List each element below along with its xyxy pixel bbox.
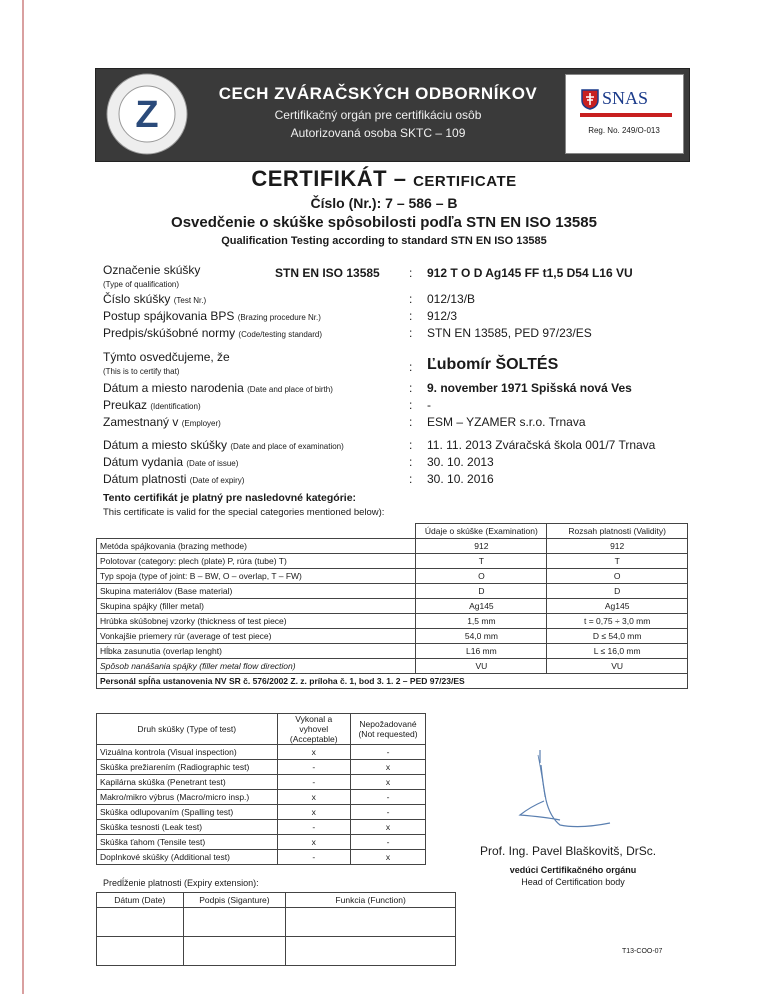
handwritten-signature [500, 745, 640, 835]
test-type: Kapilárna skúška (Penetrant test) [97, 775, 278, 790]
registration-number: Reg. No. 249/O-013 [588, 126, 660, 135]
test-not-requested: - [351, 745, 426, 760]
procedure-value: 912/3 [427, 309, 458, 323]
table-row [97, 644, 688, 659]
codes-sub: (Code/testing standard) [238, 330, 323, 339]
row-label: Polotovar (category: plech (plate) P, rúra (tube) T) [97, 554, 416, 569]
colon: : [409, 266, 413, 280]
empty-cell [286, 937, 456, 966]
exam-sub: (Date and place of examination) [230, 442, 344, 451]
validity-en: This certificate is valid for the special categories mentioned below): [103, 507, 385, 518]
designation-sub: (Type of qualification) [103, 280, 180, 289]
row-valid: D [547, 584, 688, 599]
test-not-requested: x [351, 820, 426, 835]
employer-value: ESM – YZAMER s.r.o. Trnava [427, 415, 586, 429]
codes-value: STN EN 13585, PED 97/23/ES [427, 326, 592, 340]
row-valid: VU [547, 659, 688, 674]
table-row [97, 760, 426, 775]
test-type: Makro/mikro výbrus (Macro/micro insp.) [97, 790, 278, 805]
signatory-role-sk: vedúci Certifikačného orgánu [509, 865, 637, 875]
row-label: Hĺbka zasunutia (overlap lenght) [97, 644, 416, 659]
row-label: Spôsob nanášania spájky (filler metal flow direction) [97, 659, 416, 674]
col-valid-header: Rozsah platnosti (Validity) [547, 524, 688, 539]
table-row [97, 820, 426, 835]
empty-cell [97, 908, 184, 937]
colon: : [409, 455, 413, 469]
tests-table [96, 713, 426, 865]
birth-sub: (Date and place of birth) [247, 385, 333, 394]
table-row [97, 629, 688, 644]
title-main: CERTIFIKÁT [251, 166, 388, 191]
colon: : [409, 292, 413, 306]
title-english: Qualification Testing according to standard STN EN ISO 13585 [221, 235, 547, 247]
codes-field [103, 326, 322, 340]
expiry-extension-label: Predĺženie platnosti (Expiry extension): [103, 878, 259, 888]
issue-field [103, 455, 238, 469]
exam-value: 11. 11. 2013 Zváračská škola 001/7 Trnava [427, 438, 656, 452]
expiry-label: Dátum platnosti [103, 472, 187, 486]
issue-sub: (Date of issue) [186, 459, 239, 468]
test-not-requested: x [351, 850, 426, 865]
test-type: Skúška tesnosti (Leak test) [97, 820, 278, 835]
colon: : [409, 472, 413, 486]
exam-label: Dátum a miesto skúšky [103, 438, 228, 452]
row-exam: 1,5 mm [416, 614, 547, 629]
test-not-requested: - [351, 790, 426, 805]
birth-label: Dátum a miesto narodenia [103, 381, 244, 395]
title-dash: – [393, 166, 407, 191]
certificate-number: Číslo (Nr.): 7 – 586 – B [310, 195, 458, 211]
row-valid: 912 [547, 539, 688, 554]
id-sub: (Identification) [150, 402, 201, 411]
test-nr-value: 012/13/B [427, 292, 476, 306]
row-exam: T [416, 554, 547, 569]
empty-header-cell [97, 524, 416, 539]
logo-letter: Z [135, 94, 159, 136]
table-header-row [97, 714, 426, 745]
colon: : [409, 415, 413, 429]
certify-sub: (This is to certify that) [103, 367, 180, 376]
test-acceptable: x [277, 790, 351, 805]
test-nr-field [103, 292, 206, 306]
col-type-header: Druh skúšky (Type of test) [97, 714, 278, 745]
row-exam: D [416, 584, 547, 599]
row-valid: O [547, 569, 688, 584]
row-exam: L16 mm [416, 644, 547, 659]
margin-line [22, 0, 24, 994]
test-not-requested: - [351, 835, 426, 850]
row-valid: D ≤ 54,0 mm [547, 629, 688, 644]
table-row [97, 790, 426, 805]
colon: : [409, 398, 413, 412]
signatory-name: Prof. Ing. Pavel Blaškovitš, DrSc. [480, 844, 657, 858]
table-row [97, 539, 688, 554]
organization-name: CECH ZVÁRAČSKÝCH ODBORNÍKOV [218, 84, 538, 103]
categories-table [96, 523, 688, 689]
test-acceptable: x [277, 745, 351, 760]
id-label: Preukaz [103, 398, 148, 412]
row-label: Vonkajšie priemery rúr (average of test piece) [97, 629, 416, 644]
table-row [97, 554, 688, 569]
test-type: Skúška prežiarením (Radiographic test) [97, 760, 278, 775]
table-row [97, 659, 688, 674]
birth-field [103, 381, 333, 395]
test-not-requested: x [351, 775, 426, 790]
table-row [97, 599, 688, 614]
empty-cell [97, 937, 184, 966]
row-exam: Ag145 [416, 599, 547, 614]
table-footer-row [97, 674, 688, 689]
table-row [97, 614, 688, 629]
signatory-role-en: Head of Certification body [521, 877, 625, 887]
exam-field [103, 438, 344, 452]
test-acceptable: - [277, 775, 351, 790]
table-row [97, 775, 426, 790]
test-type: Vizuálna kontrola (Visual inspection) [97, 745, 278, 760]
certificate-title [0, 166, 768, 192]
test-acceptable: x [277, 835, 351, 850]
col-exam-header: Údaje o skúške (Examination) [416, 524, 547, 539]
procedure-field [103, 309, 321, 323]
col-acceptable-header: Vykonal a vyhovel (Acceptable) [277, 714, 351, 745]
col-not-requested-header: Nepožadované (Not requested) [351, 714, 426, 745]
col-signature-header: Podpis (Siganture) [183, 893, 286, 908]
employer-label: Zamestnaný v [103, 415, 179, 429]
procedure-label: Postup spájkovania BPS [103, 309, 235, 323]
slovak-flag-icon [580, 88, 600, 110]
employer-field [103, 415, 221, 429]
test-acceptable: - [277, 820, 351, 835]
colon: : [409, 326, 413, 340]
designation-standard: STN EN ISO 13585 [275, 266, 380, 280]
row-label: Skupina materiálov (Base material) [97, 584, 416, 599]
test-acceptable: - [277, 850, 351, 865]
empty-cell [183, 908, 286, 937]
row-exam: VU [416, 659, 547, 674]
empty-cell [286, 908, 456, 937]
colon: : [409, 360, 413, 374]
id-field [103, 398, 201, 412]
form-code: T13-COO-07 [622, 948, 663, 955]
test-not-requested: - [351, 805, 426, 820]
expiry-value: 30. 10. 2016 [427, 472, 494, 486]
association-logo [103, 72, 191, 156]
organization-line3: Autorizovaná osoba SKTC – 109 [290, 126, 466, 140]
colon: : [409, 309, 413, 323]
table-row [97, 850, 426, 865]
test-type: Skúška ťahom (Tensile test) [97, 835, 278, 850]
certify-label: Týmto osvedčujeme, že [103, 350, 230, 364]
extension-table [96, 892, 456, 966]
row-label: Skupina spájky (filler metal) [97, 599, 416, 614]
designation-label: Označenie skúšky [103, 263, 201, 277]
birth-value: 9. november 1971 Spišská nová Ves [427, 381, 632, 395]
title-slovak: Osvedčenie o skúške spôsobilosti podľa STN EN ISO 13585 [171, 214, 597, 231]
row-valid: L ≤ 16,0 mm [547, 644, 688, 659]
table-row [97, 569, 688, 584]
row-valid: Ag145 [547, 599, 688, 614]
table-row [97, 908, 456, 937]
table-row [97, 745, 426, 760]
organization-line2: Certifikačný orgán pre certifikáciu osôb [274, 108, 482, 122]
codes-label: Predpis/skúšobné normy [103, 326, 236, 340]
table-row [97, 805, 426, 820]
empty-cell [183, 937, 286, 966]
row-exam: 912 [416, 539, 547, 554]
id-value: - [427, 398, 431, 412]
row-valid: t = 0,75 ÷ 3,0 mm [547, 614, 688, 629]
table-row [97, 584, 688, 599]
regulation-note: Personál spĺňa ustanovenia NV SR č. 576/2002 Z. z. príloha č. 1, bod 3. 1. 2 – PED 97/23/ES [97, 674, 688, 689]
issue-label: Dátum vydania [103, 455, 184, 469]
validity-sk: Tento certifikát je platný pre nasledovné kategórie: [103, 492, 357, 504]
issue-value: 30. 10. 2013 [427, 455, 494, 469]
row-label: Hrúbka skúšobnej vzorky (thickness of test piece) [97, 614, 416, 629]
colon: : [409, 381, 413, 395]
table-row [97, 835, 426, 850]
table-header-row [97, 893, 456, 908]
test-type: Doplnkové skúšky (Additional test) [97, 850, 278, 865]
row-label: Typ spoja (type of joint: B – BW, O – overlap, T – FW) [97, 569, 416, 584]
title-sub: CERTIFICATE [413, 173, 517, 190]
employer-sub: (Employer) [181, 419, 221, 428]
procedure-sub: (Brazing procedure Nr.) [237, 313, 321, 322]
col-function-header: Funkcia (Function) [286, 893, 456, 908]
row-valid: T [547, 554, 688, 569]
row-label: Metóda spájkovania (brazing methode) [97, 539, 416, 554]
test-acceptable: - [277, 760, 351, 775]
test-not-requested: x [351, 760, 426, 775]
expiry-field [103, 472, 244, 486]
table-header-row [97, 524, 688, 539]
test-type: Skúška odlupovaním (Spalling test) [97, 805, 278, 820]
expiry-sub: (Date of expiry) [189, 476, 245, 485]
snas-name: SNAS [602, 88, 649, 108]
colon: : [409, 438, 413, 452]
holder-name: Ľubomír ŠOLTÉS [427, 356, 559, 373]
row-exam: 54,0 mm [416, 629, 547, 644]
col-date-header: Dátum (Date) [97, 893, 184, 908]
test-nr-label: Číslo skúšky [103, 292, 171, 306]
row-exam: O [416, 569, 547, 584]
test-nr-sub: (Test Nr.) [173, 296, 207, 305]
designation-value: 912 T O D Ag145 FF t1,5 D54 L16 VU [427, 266, 633, 280]
table-row [97, 937, 456, 966]
test-acceptable: x [277, 805, 351, 820]
snas-bar [580, 113, 672, 117]
